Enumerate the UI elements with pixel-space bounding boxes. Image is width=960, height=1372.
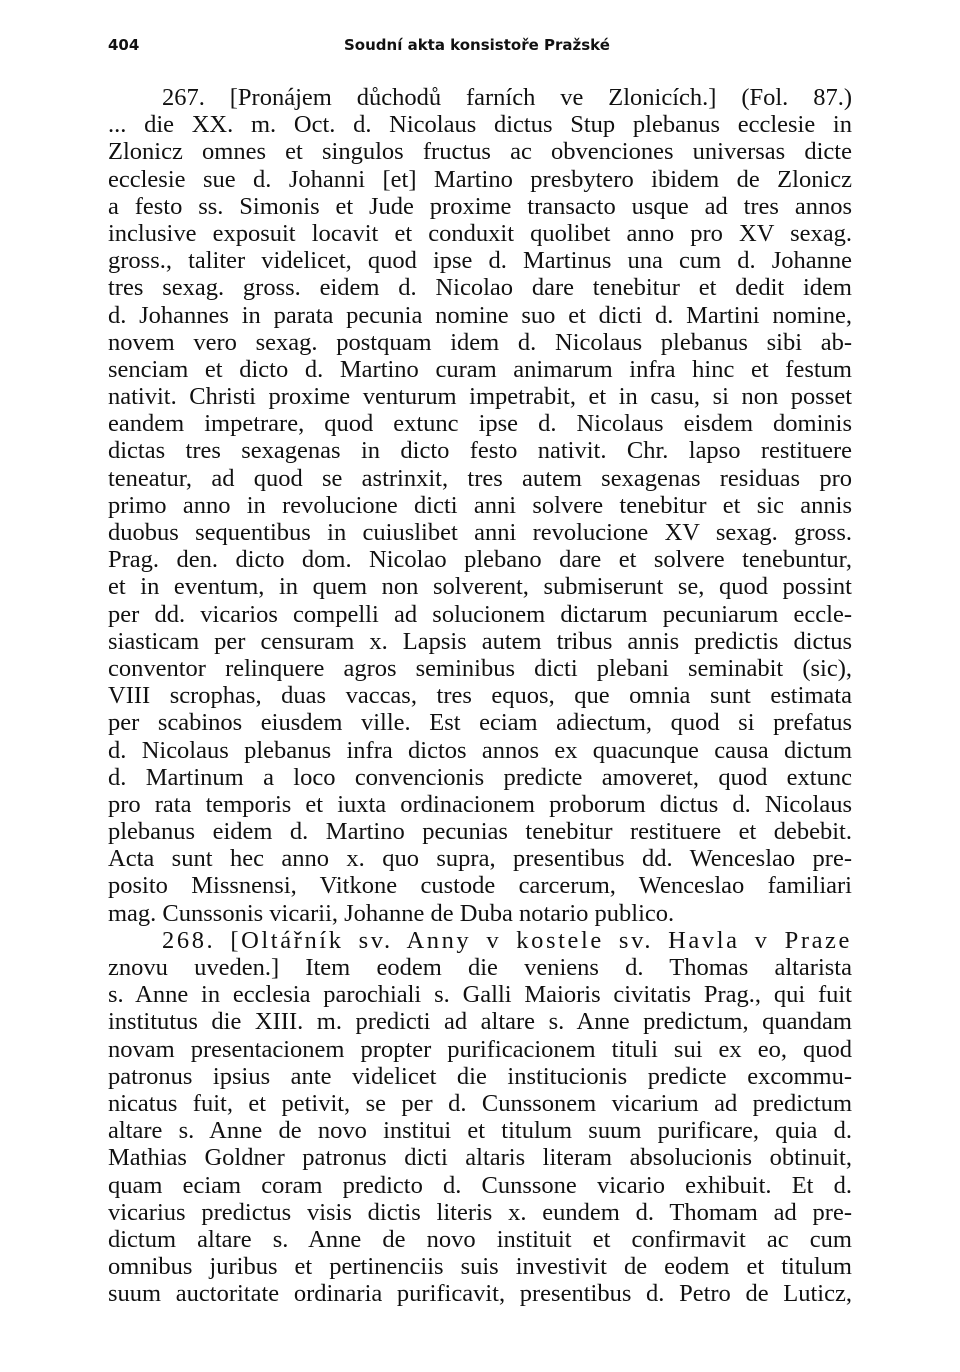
page-number: 404 — [108, 36, 140, 54]
text-line: a festo ss. Simonis et Jude proxime transacto usque ad tres annos — [108, 192, 852, 220]
text-line: nativit. Christi proxime venturum impetrabit, et in casu, si non posset — [108, 383, 852, 411]
text-line: conventor relinquere agros seminibus dicti plebani seminabit (sic), — [108, 654, 852, 682]
text-line: d. Martinum a loco convencionis predicte amoveret, quod extunc — [108, 763, 852, 791]
text-line: novam presentacionem propter purificacionem tituli sui ex eo, quod — [108, 1035, 852, 1063]
text-line: suum auctoritate ordinaria purificavit, presentibus d. Petro de Luticz, — [108, 1280, 852, 1308]
text-line: d. Johannes in parata pecunia nomine suo et dicti d. Martini nomine, — [108, 301, 852, 329]
text-line: pro rata temporis et iuxta ordinacionem proborum dictus d. Nicolaus — [108, 790, 852, 818]
text-line: altare s. Anne de novo institui et titulum suum purificare, quia d. — [108, 1117, 852, 1145]
text-line: teneatur, ad quod se astrinxit, tres autem sexagenas residuas pro — [108, 464, 852, 492]
text-line: VIII scrophas, duas vaccas, tres equos, que omnia sunt estimata — [108, 682, 852, 710]
text-line: s. Anne in ecclesia parochiali s. Galli Maioris civitatis Prag., qui fuit — [108, 981, 852, 1009]
text-line: siasticam per censuram x. Lapsis autem tribus annis predictis dictus — [108, 627, 852, 655]
running-head — [108, 36, 852, 60]
text-line: mag. Cunssonis vicarii, Johanne de Duba notario publico. — [108, 899, 675, 927]
text-line: patronus ipsius ante videlicet die institucionis predicte excommu- — [108, 1062, 852, 1090]
text-line: omnibus juribus et pertinenciis suis investivit de eodem et titulum — [108, 1253, 852, 1281]
text-line: gross., taliter videlicet, quod ipse d. Martinus una cum d. Johanne — [108, 247, 852, 275]
text-line: Acta sunt hec anno x. quo supra, presentibus dd. Wenceslao pre- — [108, 845, 852, 873]
text-line: per scabinos eiusdem ville. Est eciam adiectum, quod si prefatus — [108, 709, 852, 737]
entry-267 — [108, 84, 852, 927]
text-line: per dd. vicarios compelli ad solucionem dictarum pecuniarum eccle- — [108, 600, 852, 628]
text-line: nicatus fuit, et petivit, se per d. Cunssonem vicarium ad predictum — [108, 1089, 852, 1117]
text-line: et in eventum, in quem non solverent, submiserunt se, quod possint — [108, 573, 852, 601]
text-line: znovu uveden.] Item eodem die veniens d. Thomas altarista — [108, 954, 852, 981]
text-line: Zlonicz omnes et singulos fructus ac obvenciones universas dicte — [108, 138, 852, 166]
running-title: Soudní akta konsistoře Pražské — [344, 36, 610, 54]
text-line: senciam et dicto d. Martino curam animarum infra hinc et festum — [108, 355, 852, 383]
text-line: duobus sequentibus in cuiuslibet anni revolucione XV sexag. gross. — [108, 519, 852, 546]
entry-heading-268: 268. [Oltářník sv. Anny v kostele sv. Havla v Praze — [162, 926, 852, 954]
text-line: dictum altare s. Anne de novo instituit et confirmavit ac cum — [108, 1225, 852, 1253]
text-line: posito Missnensi, Vitkone custode carcerum, Wenceslao familiari — [108, 872, 852, 900]
text-line: inclusive exposuit locavit et conduxit quolibet anno pro XV sexag. — [108, 219, 852, 247]
text-line: dictas tres sexagenas in dicto festo nativit. Chr. lapso restituere — [108, 437, 852, 465]
text-line: d. Nicolaus plebanus infra dictos annos ex quacunque causa dictum — [108, 736, 852, 764]
entry-268 — [108, 927, 852, 1308]
text-line: Mathias Goldner patronus dicti altaris literam absolucionis obtinuit, — [108, 1144, 852, 1172]
text-line: ecclesie sue d. Johanni [et] Martino presbytero ibidem de Zlonicz — [108, 165, 852, 193]
text-line: vicarius predictus visis dictis literis x. eundem d. Thomam ad pre- — [108, 1198, 852, 1226]
text-line: institutus die XIII. m. predicti ad altare s. Anne predictum, quandam — [108, 1008, 852, 1036]
text-line: eandem impetrare, quod extunc ipse d. Nicolaus eisdem dominis — [108, 410, 852, 438]
text-line: quam eciam coram predicto d. Cunssone vicario exhibuit. Et d. — [108, 1171, 852, 1199]
text-line: plebanus eidem d. Martino pecunias tenebitur restituere et debebit. — [108, 818, 852, 846]
text-line: primo anno in revolucione dicti anni solvere tenebitur et sic annis — [108, 491, 852, 519]
text-line: tres sexag. gross. eidem d. Nicolao dare tenebitur et dedit idem — [108, 274, 852, 302]
text-line: ... die XX. m. Oct. d. Nicolaus dictus Stup plebanus ecclesie in — [108, 111, 852, 139]
text-line: novem vero sexag. postquam idem d. Nicolaus plebanus sibi ab- — [108, 328, 852, 356]
body-text — [108, 84, 852, 1307]
text-line: Prag. den. dicto dom. Nicolao plebano dare et solvere tenebuntur, — [108, 546, 852, 574]
entry-heading-267: 267. [Pronájem důchodů farních ve Zlonicích.] (Fol. 87.) — [162, 84, 852, 111]
